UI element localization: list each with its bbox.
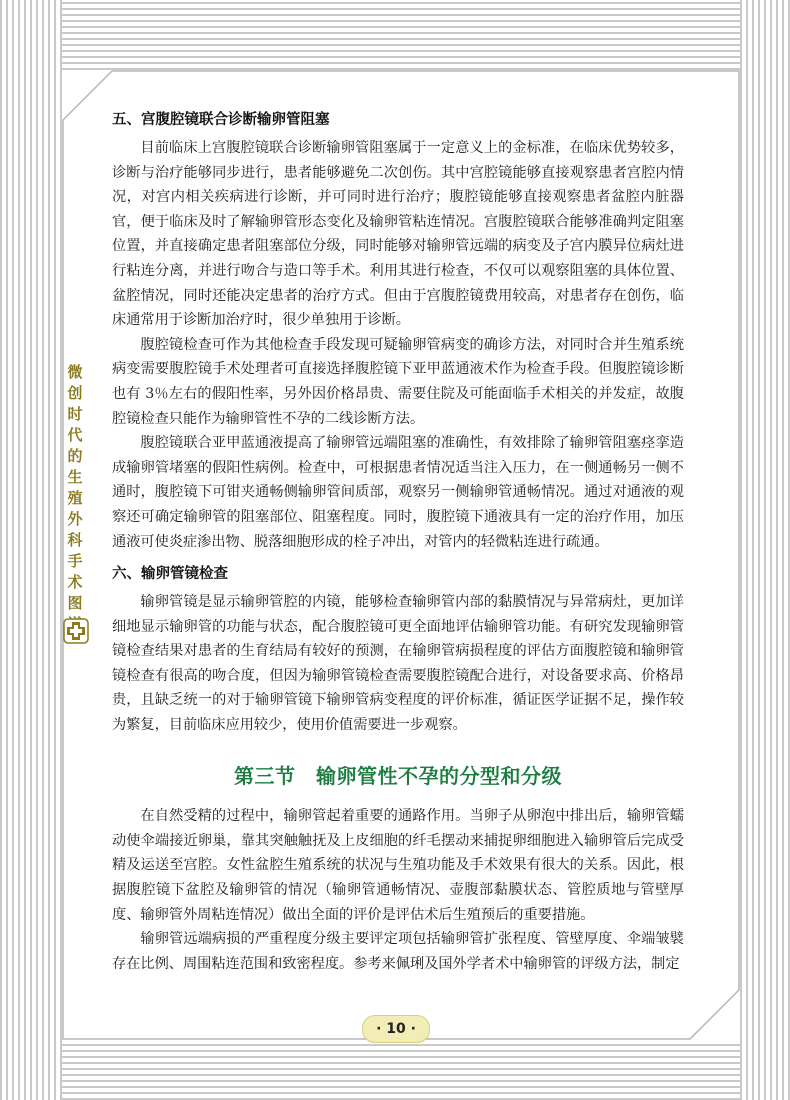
side-char: 殖 (67, 489, 83, 507)
right-stripe-band (740, 0, 790, 1100)
side-char: 科 (67, 531, 83, 549)
section5-heading: 五、宫腹腔镜联合诊断输卵管阻塞 (112, 112, 330, 128)
side-char: 图 (67, 594, 83, 612)
side-char: 手 (67, 552, 83, 570)
side-char: 时 (67, 405, 83, 423)
section3-title: 第三节 输卵管性不孕的分型和分级 (234, 763, 562, 788)
side-char: 创 (67, 384, 83, 402)
paragraph: 腹腔镜检查可作为其他检查手段发现可疑输卵管病变的确诊方法，对同时合并生殖系统病变需要腹腔镜手术处理者可直接选择腹腔镜下亚甲蓝通液术作为检查手段。但腹腔镜诊断也有 3％左右的假阳性率，另外因价格昂贵、需要住院及可能面临手术相关的并发症，故腹腔镜检查只能作为输卵管性不孕的二线诊断方法。 (112, 336, 684, 427)
page-number: · 10 · (362, 1015, 430, 1043)
green-cross-emblem-icon (63, 618, 89, 644)
side-book-title (63, 362, 87, 635)
paragraph: 输卵管镜是显示输卵管腔的内镜，能够检查输卵管内部的黏膜情况与异常病灶，更加详细地显示输卵管的功能与状态，配合腹腔镜可更全面地评估输卵管功能。有研究发现输卵管镜检查结果对患者的生育结局有较好的预测，在输卵管病损程度的评估方面腹腔镜和输卵管镜检查有很高的吻合度，但因为输卵管镜检查需要腹腔镜配合进行，对设备要求高、价格昂贵，且缺乏统一的对于输卵管镜下输卵管病变程度的评价标准，循证医学证据不足，操作较为繁复，目前临床应用较少，使用价值需要进一步观察。 (112, 594, 684, 734)
side-char: 的 (67, 447, 83, 465)
section6-heading: 六、输卵管镜检查 (112, 566, 228, 583)
side-char: 术 (67, 573, 83, 591)
paragraph: 腹腔镜联合亚甲蓝通液提高了输卵管远端阻塞的准确性，有效排除了输卵管阻塞痉挛造成输卵管堵塞的假阳性病例。检查中，可根据患者情况适当注入压力，在一侧通畅另一侧不通时，腹腔镜下可钳夹通畅侧输卵管间质部，观察另一侧输卵管通畅情况。通过对通液的观察还可确定输卵管的阻塞部位、阻塞程度。同时，腹腔镜下通液具有一定的治疗作用，加压通液可使炎症渗出物、脱落细胞形成的栓子冲出，对管内的轻微粘连进行疏通。 (112, 435, 684, 550)
paragraph: 输卵管远端病损的严重程度分级主要评定项包括输卵管扩张程度、管壁厚度、伞端皱襞存在比例、周围粘连范围和致密程度。参考来佩琍及国外学者术中输卵管的评级方法，制定 (112, 931, 684, 972)
paragraph: 目前临床上宫腹腔镜联合诊断输卵管阻塞属于一定意义上的金标准，在临床优势较多，诊断与治疗能够同步进行，患者能够避免二次创伤。其中宫腔镜能够直接观察患者宫腔内情况，对宫内相关疾病进行诊断，并可同时进行治疗；腹腔镜能够直接观察患者盆腔内脏器官，便于临床及时了解输卵管形态变化及输卵管粘连情况。宫腹腔镜联合能够准确判定阻塞位置，并直接确定患者阻塞部位分级，同时能够对输卵管远端的病变及子宫内膜异位病灶进行粘连分离，并进行吻合与造口等手术。利用其进行检查，不仅可以观察阻塞的具体位置、盆腔情况，同时还能决定患者的治疗方式。但由于宫腹腔镜费用较高，对患者存在创伤，临床通常用于诊断加治疗时，很少单独用于诊断。 (112, 140, 684, 329)
left-stripe-band (0, 0, 62, 1100)
bottom-stripe-band (0, 1040, 790, 1100)
side-char: 微 (67, 363, 83, 381)
paragraph: 在自然受精的过程中，输卵管起着重要的通路作用。当卵子从卵泡中排出后，输卵管蠕动使伞端接近卵巢，靠其突触触抚及上皮细胞的纤毛摆动来捕捉卵细胞进入输卵管后完成受精及运送至宫腔。女性盆腔生殖系统的状况与生殖功能及手术效果有很大的关系。因此，根据腹腔镜下盆腔及输卵管的情况（输卵管通畅情况、壶腹部黏膜状态、管腔质地与管壁厚度、输卵管外周粘连情况）做出全面的评价是评估术后生殖预后的重要措施。 (112, 808, 684, 923)
side-char: 代 (67, 426, 83, 444)
top-stripe-band (0, 0, 790, 70)
side-char: 生 (67, 468, 83, 486)
side-char: 外 (67, 510, 83, 528)
page-content (112, 108, 684, 976)
